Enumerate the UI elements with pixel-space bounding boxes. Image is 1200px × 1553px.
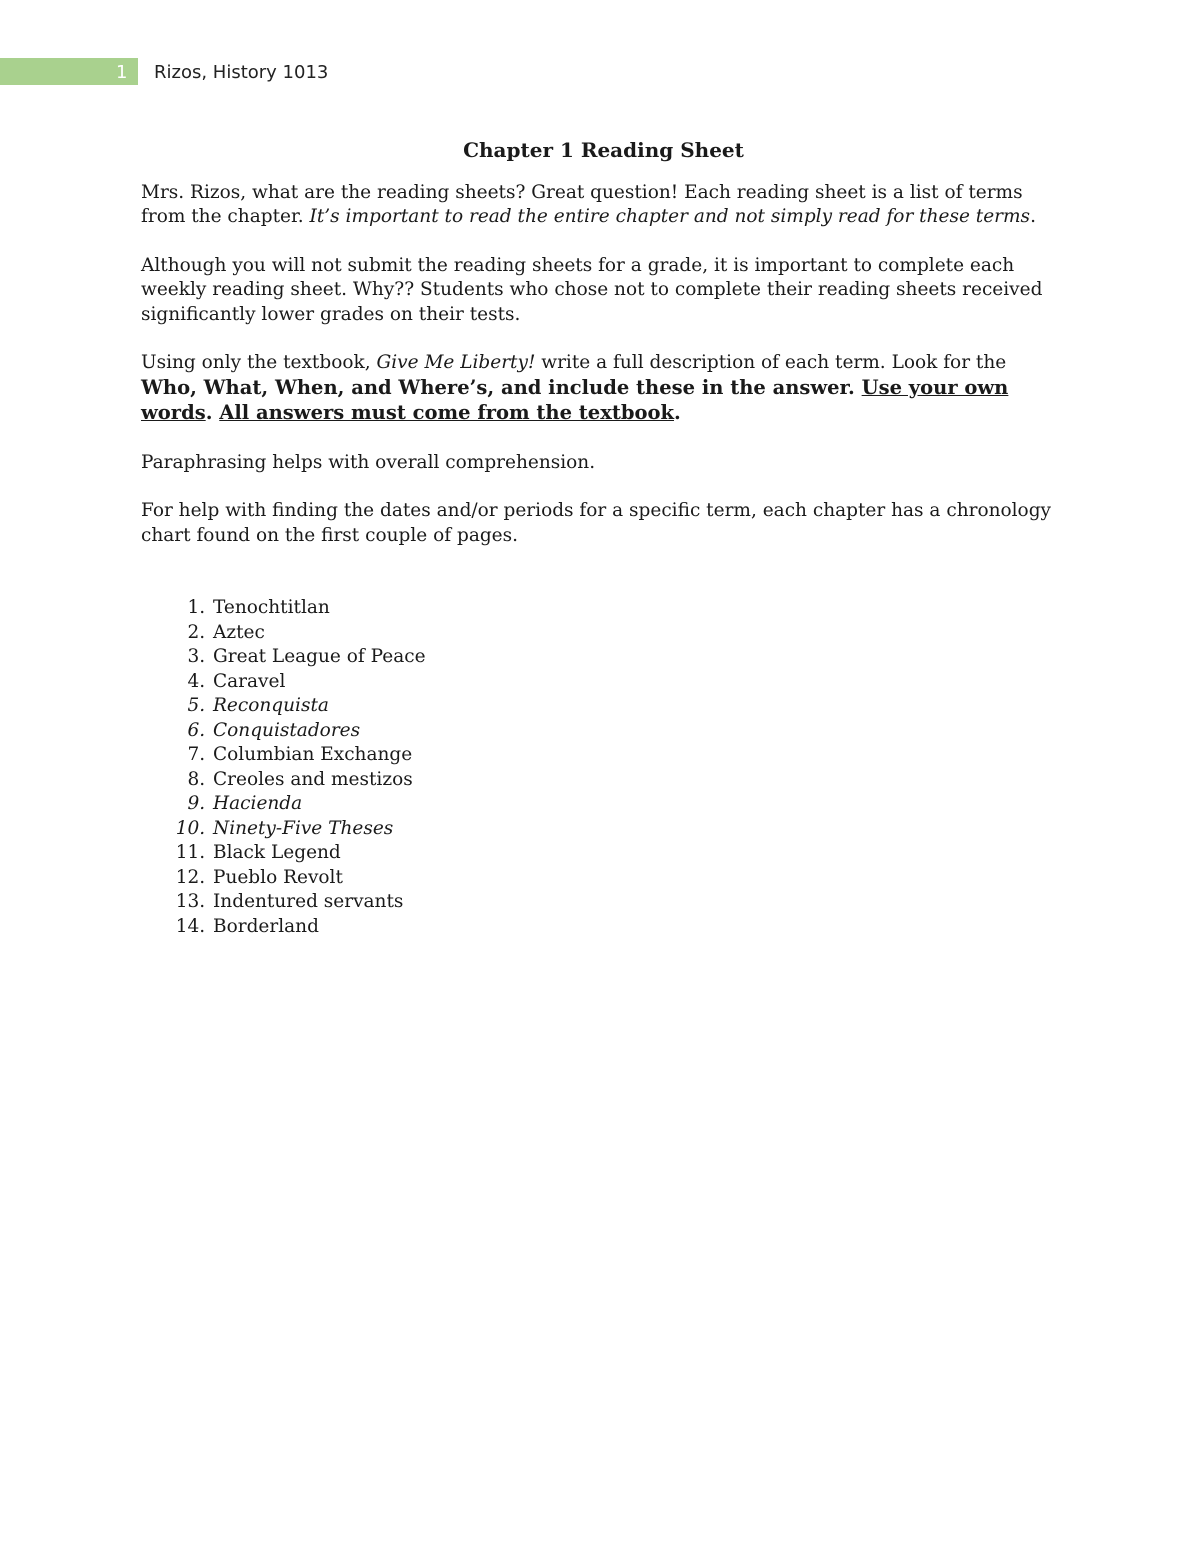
own-words-instruction: Use your own words — [141, 375, 1009, 424]
page-title: Chapter 1 Reading Sheet — [463, 138, 744, 162]
term-item: 8. Creoles and mestizos — [211, 768, 1066, 793]
textbook-only-instruction: All answers must come from the textbook — [219, 401, 674, 424]
running-header: Rizos, History 1013 — [154, 62, 329, 83]
term-item: 6. Conquistadores — [211, 719, 1066, 744]
instructions-bold — [141, 376, 1008, 425]
term-item: 10. Ninety-Five Theses — [211, 817, 1066, 842]
grade-paragraph: Although you will not submit the reading sheets for a grade, it is important to complete each weekly reading sheet. Why?? Students who chose not to complete their reading sheets received significantly lower grades on their tests. — [141, 254, 1043, 325]
term-item: 7. Columbian Exchange — [211, 743, 1066, 768]
term-item: 12. Pueblo Revolt — [211, 866, 1066, 891]
term-item: 11. Black Legend — [211, 841, 1066, 866]
term-item: 2. Aztec — [211, 621, 1066, 646]
chronology-paragraph: For help with finding the dates and/or periods for a specific term, each chapter has a chronology chart found on the first couple of pages. — [141, 500, 1051, 546]
intro-paragraph — [141, 181, 1066, 230]
instructions-start: Using only the textbook, — [141, 352, 377, 373]
term-item: 14. Borderland — [211, 915, 1066, 940]
instructions-sep: . — [205, 401, 220, 424]
term-item: 3. Great League of Peace — [211, 645, 1066, 670]
term-item: 1. Tenochtitlan — [211, 596, 1066, 621]
instructions-paragraph — [141, 351, 1066, 427]
page-number: 1 — [116, 62, 128, 83]
term-item: 9. Hacienda — [211, 792, 1066, 817]
intro-end: . — [1030, 206, 1036, 227]
textbook-title: Give Me Liberty! — [376, 352, 536, 373]
terms-list — [141, 596, 1066, 939]
term-item: 5. Reconquista — [211, 694, 1066, 719]
instructions-end: . — [674, 401, 681, 424]
term-item: 4. Caravel — [211, 670, 1066, 695]
intro-italic-text: It’s important to read the entire chapter and not simply read for these terms — [309, 206, 1031, 227]
document-body — [141, 138, 1066, 939]
instructions-mid: write a full description of each term. Look for the — [535, 352, 1007, 373]
instructions-bold-text: Who, What, When, and Where’s, and include these in the answer. — [141, 375, 862, 399]
intro-text: Mrs. Rizos, what are the reading sheets? Great question! Each reading sheet is a list of terms from the chapter. — [141, 181, 1023, 227]
term-item: 13. Indentured servants — [211, 890, 1066, 915]
paraphrasing-paragraph: Paraphrasing helps with overall comprehension. — [141, 451, 596, 473]
